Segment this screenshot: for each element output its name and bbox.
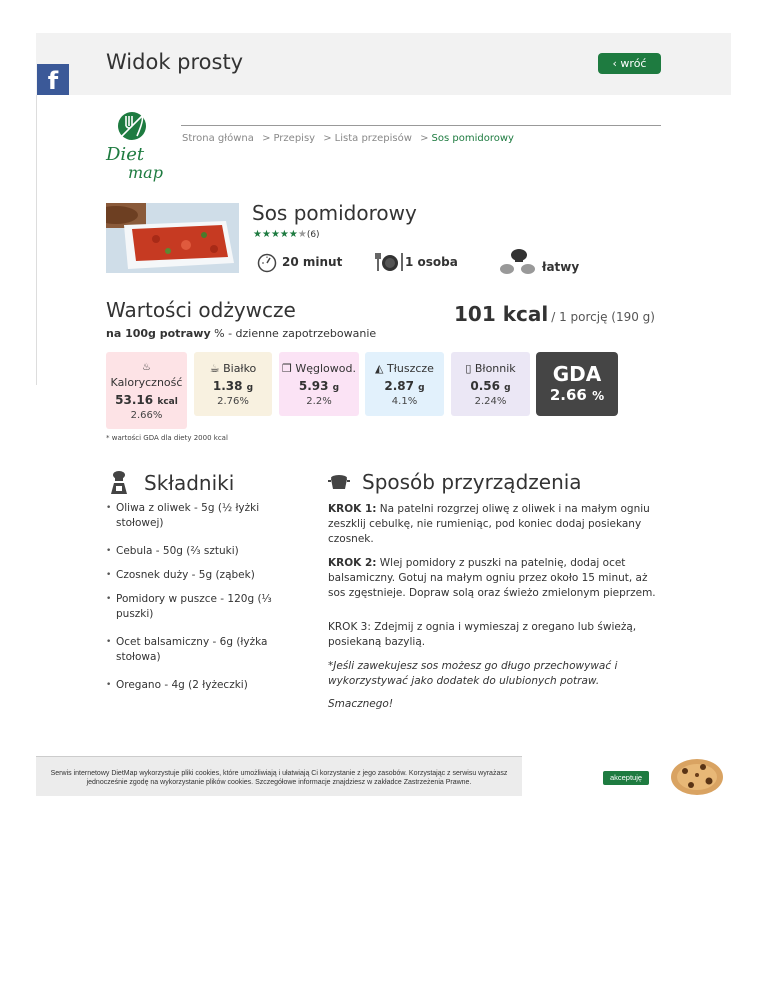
nutrient-unit: kcal: [157, 397, 178, 407]
closing-text: Smacznego!: [328, 698, 394, 710]
rating[interactable]: [253, 229, 320, 240]
prep-time: [256, 249, 342, 275]
cookie-image: [667, 755, 727, 797]
cookie-accept-button[interactable]: akceptuję: [603, 771, 649, 785]
chevron-left-icon: ‹: [612, 57, 617, 70]
difficulty: [498, 246, 579, 278]
breadcrumb-item-home[interactable]: Strona główna: [182, 133, 254, 144]
nutrient-label: Kaloryczność: [110, 376, 183, 389]
per100-bold: na 100g potrawy: [106, 327, 211, 340]
sugar-cube-icon: ❒: [282, 362, 292, 375]
divider: [181, 125, 661, 126]
servings: [375, 249, 458, 275]
ingredients-list: [106, 501, 291, 693]
breadcrumb-item-recipe-list[interactable]: Lista przepisów: [334, 133, 412, 144]
recipe-photo: [106, 203, 239, 273]
rating-count: (6): [306, 230, 320, 240]
nutrient-percent: 2.66%: [130, 410, 163, 421]
chevron-right-icon: >: [262, 133, 271, 144]
chef-icon: [106, 470, 132, 496]
ingredient-item: • Oliwa z oliwek - 5g (½ łyżki stołowej): [106, 501, 291, 531]
nutrient-box-fat: [365, 352, 444, 416]
step-1: KROK 1: Na patelni rozgrzej oliwę z oliwek i na małym ogniu zeszklij cebulkę, nie rumieniąc, pod koniec dodaj posiekany czosnek.: [328, 503, 650, 545]
chef-hats-icon: [498, 247, 540, 277]
cooking-pot-icon: [328, 472, 350, 492]
ingredient-item: • Czosnek duży - 5g (ząbek): [106, 568, 291, 583]
fiber-jar-icon: ▯: [465, 362, 472, 375]
kcal-per-portion: [454, 302, 655, 326]
nutrient-percent: 2.2%: [306, 396, 332, 407]
prep-time-label: 20 minut: [282, 255, 343, 269]
star-icon[interactable]: ★: [253, 229, 262, 240]
breadcrumb-item-recipes[interactable]: Przepisy: [273, 133, 316, 144]
back-button[interactable]: [598, 53, 661, 74]
timer-icon: [256, 251, 278, 273]
preparation-title-label: Sposób przyrządzenia: [362, 470, 582, 494]
ingredient-item: • Oregano - 4g (2 łyżeczki): [106, 678, 291, 693]
difficulty-label: łatwy: [542, 260, 580, 274]
nutrient-unit: g: [504, 383, 511, 393]
ingredient-item: • Ocet balsamiczny - 6g (łyżka stołowa): [106, 635, 291, 665]
back-button-label: wróć: [620, 57, 647, 70]
recipe-note: *Jeśli zawekujesz sos możesz go długo przechowywać i wykorzystywać jako dodatek do ulubionych potraw.: [328, 660, 618, 687]
star-icon[interactable]: ★: [288, 229, 298, 240]
kcal-portion: / 1 porcję (190 g): [551, 310, 655, 324]
flame-icon: ♨: [142, 362, 151, 373]
ingredients-title: [106, 470, 234, 496]
star-icon[interactable]: ★: [279, 229, 289, 240]
gda-value: 2.66: [549, 386, 587, 404]
nutrient-label: Błonnik: [474, 362, 516, 375]
gda-box: [536, 352, 618, 416]
cheese-icon: ◭: [375, 362, 384, 375]
facebook-icon[interactable]: f: [37, 64, 69, 95]
breadcrumb: [182, 133, 514, 144]
dietmap-logo[interactable]: [104, 108, 172, 184]
ingredients-title-label: Składniki: [144, 471, 235, 495]
nutrient-value: 5.93: [298, 379, 329, 393]
nutrient-value: 53.16: [115, 393, 154, 407]
kcal-value: 101 kcal: [454, 302, 549, 326]
nutrient-value: 1.38: [212, 379, 243, 393]
gda-title: GDA: [552, 362, 602, 386]
preparation-title: [328, 470, 582, 494]
nutrient-percent: 2.24%: [474, 396, 507, 407]
star-empty-icon[interactable]: ★: [297, 229, 307, 240]
protein-bowl-icon: ☕: [209, 362, 220, 375]
svg-text:Diet: Diet: [106, 144, 145, 165]
per100-caption: [106, 327, 376, 340]
nutrient-box-protein: [194, 352, 272, 416]
nutrient-box-fiber: [451, 352, 530, 416]
nutrient-unit: g: [418, 383, 425, 393]
plate-cutlery-icon: [375, 251, 405, 273]
recipe-title: Sos pomidorowy: [252, 201, 417, 225]
svg-text:map: map: [128, 163, 163, 182]
per100-rest: % - dzienne zapotrzebowanie: [210, 327, 377, 340]
nutrient-label: Węglowod.: [295, 362, 356, 375]
nutrient-label: Tłuszcze: [387, 362, 434, 375]
cookie-notice: Serwis internetowy DietMap wykorzystuje pliki cookies, które umożliwiają i ułatwiają Ci korzystanie z jego zasobów. Korzystając z serwisu wyrażasz jednocześnie zgodę na wykorzystanie plików cookies. Szczegółowe informacje znajdziesz w zakładce Zastrzeżenia Prawne.: [36, 756, 522, 796]
nutrient-value: 2.87: [384, 379, 414, 393]
nutrient-unit: g: [246, 383, 254, 393]
ingredient-item: • Pomidory w puszce - 120g (⅓ puszki): [106, 592, 291, 622]
nutrient-box-carbs: [279, 352, 359, 416]
gda-note: * wartości GDA dla diety 2000 kcal: [106, 434, 228, 442]
nutrient-percent: 2.76%: [217, 396, 249, 407]
servings-label: 1 osoba: [405, 255, 458, 269]
chevron-right-icon: >: [323, 133, 332, 144]
breadcrumb-item-current: Sos pomidorowy: [431, 133, 514, 144]
nutrient-unit: g: [332, 383, 340, 393]
nutrient-percent: 4.1%: [391, 396, 418, 407]
step-2: KROK 2: Wlej pomidory z puszki na patelnię, dodaj ocet balsamiczny. Gotuj na małym ogniu przez około 15 minut, aż sos zgęstnieje. Dopraw solą oraz świeżo zmielonym pieprzem.: [328, 557, 656, 599]
nutrient-box-calories: [106, 352, 187, 429]
star-icon[interactable]: ★: [270, 229, 280, 240]
page-title: Widok prosty: [106, 50, 244, 74]
step-3: KROK 3: Zdejmij z ognia i wymieszaj z oregano lub świeżą, posiekaną bazylią.: [328, 621, 637, 648]
nutrient-label: Białko: [223, 362, 257, 375]
nutrition-title: Wartości odżywcze: [106, 298, 296, 322]
nutrient-value: 0.56: [470, 379, 500, 393]
gda-unit: %: [592, 389, 605, 403]
divider: [36, 95, 37, 385]
chevron-right-icon: >: [420, 133, 429, 144]
star-icon[interactable]: ★: [261, 229, 271, 240]
ingredient-item: • Cebula - 50g (⅔ sztuki): [106, 544, 291, 559]
